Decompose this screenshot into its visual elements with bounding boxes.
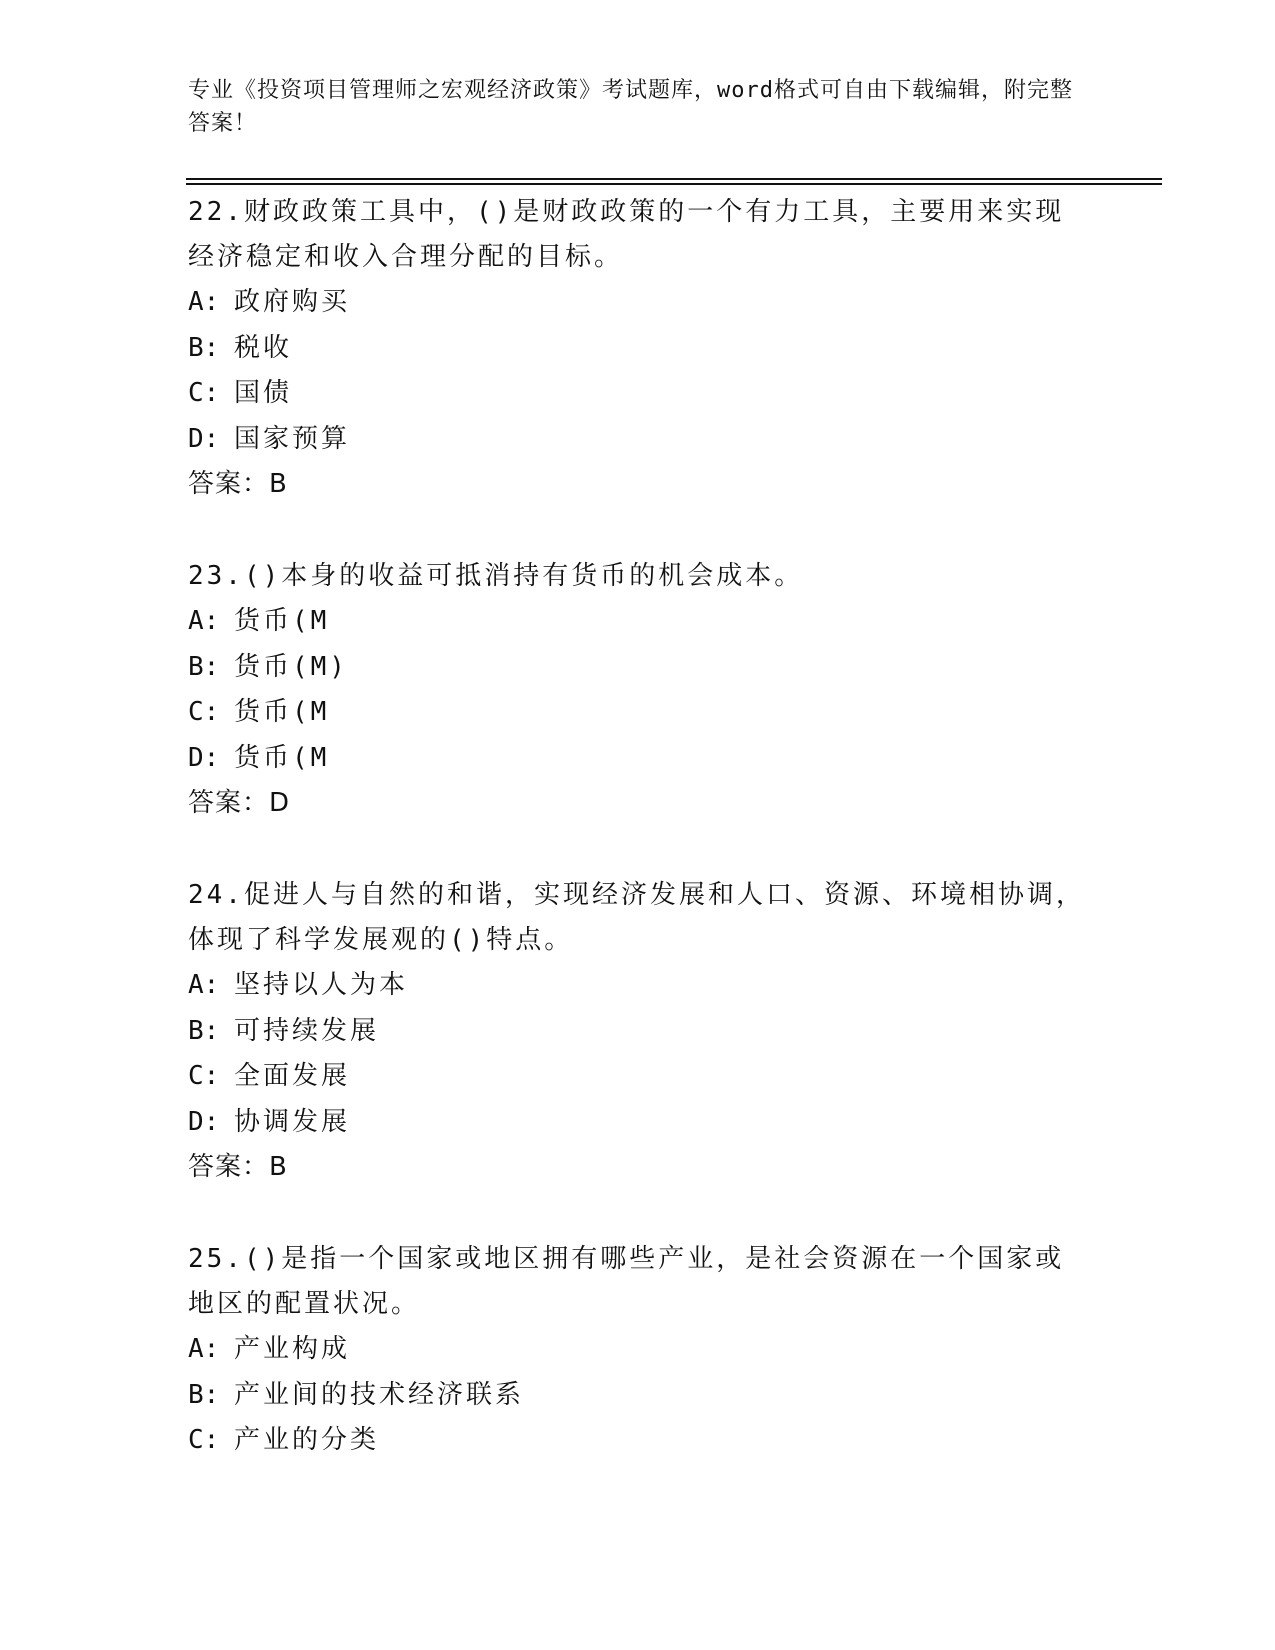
option-text: 国债 bbox=[234, 378, 293, 408]
option-letter: A: bbox=[188, 1334, 220, 1364]
question-item bbox=[188, 554, 1088, 826]
document-header-intro: 专业《投资项目管理师之宏观经济政策》考试题库，word格式可自由下载编辑，附完整答案！ bbox=[188, 78, 1073, 136]
option-letter: B: bbox=[188, 332, 220, 363]
option-a bbox=[188, 599, 1088, 645]
option-b bbox=[188, 1009, 1088, 1055]
option-letter: C: bbox=[188, 378, 220, 408]
option-text: 坚持以人为本 bbox=[234, 970, 409, 1000]
option-letter: C: bbox=[188, 697, 220, 727]
option-c bbox=[188, 1418, 1088, 1464]
option-text: 货币(M bbox=[234, 742, 330, 773]
option-d bbox=[188, 417, 1088, 463]
answer-line: 答案：B bbox=[188, 469, 288, 499]
option-text: 协调发展 bbox=[234, 1106, 351, 1137]
question-stem: 23.()本身的收益可抵消持有货币的机会成本。 bbox=[188, 561, 804, 591]
question-stem: 22.财政政策工具中，()是财政政策的一个有力工具，主要用来实现经济稳定和收入合理分配的目标。 bbox=[188, 197, 1065, 272]
option-text: 国家预算 bbox=[234, 423, 351, 454]
option-letter: B: bbox=[188, 651, 220, 682]
option-text: 货币(M bbox=[234, 606, 330, 636]
option-letter: D: bbox=[188, 423, 220, 454]
option-text: 政府购买 bbox=[234, 287, 351, 317]
option-d bbox=[188, 736, 1088, 782]
option-letter: C: bbox=[188, 1061, 220, 1091]
option-b bbox=[188, 1373, 1088, 1419]
option-text: 税收 bbox=[234, 332, 293, 363]
option-c bbox=[188, 1054, 1088, 1100]
option-text: 可持续发展 bbox=[234, 1015, 380, 1046]
option-letter: D: bbox=[188, 1106, 220, 1137]
option-letter: A: bbox=[188, 606, 220, 636]
answer-line: 答案：D bbox=[188, 788, 291, 818]
question-stem: 24.促进人与自然的和谐，实现经济发展和人口、资源、环境相协调，体现了科学发展观的()特点。 bbox=[188, 880, 1085, 955]
option-b bbox=[188, 645, 1088, 691]
question-item bbox=[188, 873, 1088, 1190]
option-text: 产业间的技术经济联系 bbox=[234, 1379, 525, 1410]
option-a bbox=[188, 1327, 1088, 1373]
option-letter: B: bbox=[188, 1379, 220, 1410]
option-c bbox=[188, 690, 1088, 736]
question-item bbox=[188, 190, 1088, 507]
header-divider-bottom bbox=[186, 183, 1162, 185]
answer-line: 答案：B bbox=[188, 1152, 288, 1182]
option-text: 产业构成 bbox=[234, 1334, 351, 1364]
option-text: 货币(M bbox=[234, 697, 330, 727]
option-letter: A: bbox=[188, 287, 220, 317]
option-text: 产业的分类 bbox=[234, 1425, 380, 1455]
header-divider-top bbox=[186, 178, 1162, 180]
question-list bbox=[188, 190, 1088, 1511]
question-item bbox=[188, 1237, 1088, 1464]
option-letter: A: bbox=[188, 970, 220, 1000]
question-stem: 25.()是指一个国家或地区拥有哪些产业，是社会资源在一个国家或地区的配置状况。 bbox=[188, 1244, 1065, 1319]
option-a bbox=[188, 280, 1088, 326]
option-c bbox=[188, 371, 1088, 417]
option-d bbox=[188, 1100, 1088, 1146]
option-text: 货币(M) bbox=[234, 651, 348, 682]
option-letter: D: bbox=[188, 742, 220, 773]
option-text: 全面发展 bbox=[234, 1061, 351, 1091]
option-letter: B: bbox=[188, 1015, 220, 1046]
option-a bbox=[188, 963, 1088, 1009]
option-letter: C: bbox=[188, 1425, 220, 1455]
option-b bbox=[188, 326, 1088, 372]
